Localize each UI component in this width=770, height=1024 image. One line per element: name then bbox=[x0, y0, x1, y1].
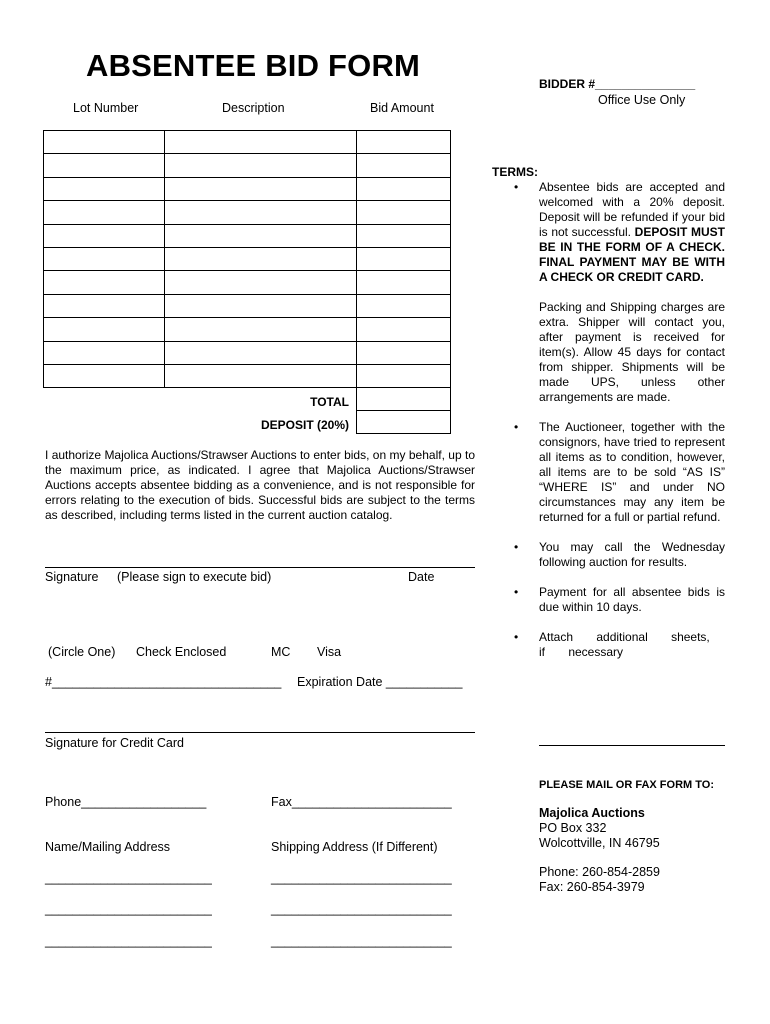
bid-row bbox=[44, 224, 451, 247]
total-label: TOTAL bbox=[310, 395, 349, 409]
lot-number-cell[interactable] bbox=[44, 224, 165, 247]
bullet-icon: • bbox=[514, 630, 519, 644]
terms-list bbox=[514, 180, 725, 660]
lot-number-cell[interactable] bbox=[44, 131, 165, 154]
mail-fax: Fax: 260-854-3979 bbox=[539, 880, 645, 894]
bid-amount-cell[interactable] bbox=[357, 177, 451, 200]
lot-number-header: Lot Number bbox=[73, 101, 139, 115]
mailing-address-label: Name/Mailing Address bbox=[45, 840, 171, 854]
expiration-date-field[interactable]: Expiration Date ___________ bbox=[297, 675, 463, 689]
bid-row bbox=[44, 341, 451, 364]
description-cell[interactable] bbox=[165, 201, 357, 224]
term-item bbox=[514, 585, 725, 615]
shipping-address-line[interactable]: __________________________ bbox=[271, 934, 452, 948]
deposit-label: DEPOSIT (20%) bbox=[260, 418, 349, 432]
lot-number-cell[interactable] bbox=[44, 177, 165, 200]
signature-note: (Please sign to execute bid) bbox=[117, 570, 272, 584]
card-number-field[interactable]: #_________________________________ bbox=[45, 675, 282, 689]
authorization-text: I authorize Majolica Auctions/Strawser Auctions to enter bids, on my behalf, up to the maximum price, as indicated. I agree that Majolica Auctions/Strawser Auctions accepts absentee bidding as a convenience, and is not responsible for errors relating to the execution of bids. Successful bids are subject to the terms as described, including terms listed in the current auction catalog. bbox=[45, 448, 475, 522]
mailing-address-line[interactable]: ________________________ bbox=[45, 902, 212, 916]
bullet-icon: • bbox=[514, 180, 519, 194]
bid-amount-cell[interactable] bbox=[357, 154, 451, 177]
bid-amount-cell[interactable] bbox=[357, 364, 451, 387]
mail-divider bbox=[539, 745, 725, 746]
bid-amount-cell[interactable] bbox=[357, 341, 451, 364]
term-text: Absentee bids are accepted and welcomed with a 20% deposit. Deposit will be refunded if your bid is not successful. bbox=[539, 180, 725, 239]
cc-signature-line[interactable] bbox=[45, 732, 475, 733]
bidder-number-field: BIDDER #_______________ bbox=[539, 77, 696, 91]
deposit-box[interactable] bbox=[356, 410, 451, 434]
bid-row bbox=[44, 364, 451, 387]
bid-row bbox=[44, 318, 451, 341]
packing-text: Packing and Shipping charges are extra. Shipper will contact you, after payment is received for item(s). Allow 45 days for contact from shipper. Shipments will be made UPS, unless other arrangements are made. bbox=[539, 300, 725, 404]
bid-amount-header: Bid Amount bbox=[370, 101, 434, 115]
mail-address bbox=[539, 806, 660, 895]
mail-city: Wolcottville, IN 46795 bbox=[539, 836, 660, 850]
lot-number-cell[interactable] bbox=[44, 154, 165, 177]
term-item bbox=[514, 630, 725, 660]
office-use-only: Office Use Only bbox=[598, 93, 686, 107]
bid-amount-cell[interactable] bbox=[357, 294, 451, 317]
bid-row bbox=[44, 294, 451, 317]
term-text: Payment for all absentee bids is due within 10 days. bbox=[539, 585, 725, 614]
mailing-address-line[interactable]: ________________________ bbox=[45, 871, 212, 885]
phone-field[interactable]: Phone__________________ bbox=[45, 795, 207, 809]
shipping-address-label: Shipping Address (If Different) bbox=[271, 840, 438, 854]
bid-amount-cell[interactable] bbox=[357, 201, 451, 224]
signature-line[interactable] bbox=[45, 567, 475, 568]
bid-row bbox=[44, 177, 451, 200]
bid-amount-cell[interactable] bbox=[357, 131, 451, 154]
total-box[interactable] bbox=[356, 387, 451, 411]
description-cell[interactable] bbox=[165, 341, 357, 364]
description-cell[interactable] bbox=[165, 364, 357, 387]
bid-row bbox=[44, 154, 451, 177]
mail-po-box: PO Box 332 bbox=[539, 821, 607, 835]
bid-amount-cell[interactable] bbox=[357, 271, 451, 294]
visa-option[interactable]: Visa bbox=[317, 645, 342, 659]
fax-field[interactable]: Fax_______________________ bbox=[271, 795, 452, 809]
lot-number-cell[interactable] bbox=[44, 201, 165, 224]
bid-amount-cell[interactable] bbox=[357, 247, 451, 270]
mail-phone: Phone: 260-854-2859 bbox=[539, 865, 660, 879]
cc-signature-label: Signature for Credit Card bbox=[45, 736, 184, 750]
term-item bbox=[514, 540, 725, 570]
bid-row bbox=[44, 271, 451, 294]
description-cell[interactable] bbox=[165, 131, 357, 154]
terms-heading: TERMS: bbox=[492, 165, 538, 179]
date-label: Date bbox=[408, 570, 435, 584]
term-bold-text: DEPOSIT MUST BE IN THE FORM OF A CHECK. FINAL PAYMENT MAY BE WITH A CHECK OR CREDIT CARD. bbox=[539, 225, 725, 284]
lot-number-cell[interactable] bbox=[44, 341, 165, 364]
lot-number-cell[interactable] bbox=[44, 271, 165, 294]
bullet-icon: • bbox=[514, 420, 519, 434]
description-cell[interactable] bbox=[165, 154, 357, 177]
bid-row bbox=[44, 201, 451, 224]
bid-table bbox=[43, 130, 451, 388]
bid-amount-cell[interactable] bbox=[357, 224, 451, 247]
signature-label: Signature bbox=[45, 570, 99, 584]
bullet-icon: • bbox=[514, 540, 519, 554]
description-cell[interactable] bbox=[165, 247, 357, 270]
bid-amount-cell[interactable] bbox=[357, 318, 451, 341]
term-text: Attach additional sheets, if necessary bbox=[539, 630, 710, 659]
circle-one-label: (Circle One) bbox=[48, 645, 116, 659]
mailing-address-line[interactable]: ________________________ bbox=[45, 934, 212, 948]
lot-number-cell[interactable] bbox=[44, 364, 165, 387]
shipping-address-line[interactable]: __________________________ bbox=[271, 871, 452, 885]
bullet-icon: • bbox=[514, 585, 519, 599]
term-text: You may call the Wednesday following auction for results. bbox=[539, 540, 725, 569]
lot-number-cell[interactable] bbox=[44, 294, 165, 317]
mail-name: Majolica Auctions bbox=[539, 806, 645, 820]
description-cell[interactable] bbox=[165, 294, 357, 317]
form-title: ABSENTEE BID FORM bbox=[86, 48, 421, 83]
term-item bbox=[514, 180, 725, 405]
description-cell[interactable] bbox=[165, 224, 357, 247]
check-enclosed-option[interactable]: Check Enclosed bbox=[136, 645, 227, 659]
term-text: The Auctioneer, together with the consignors, have tried to represent all items as to condition, however, all items are to be sold “AS IS” “WHERE IS” and under NO circumstances may any item be returned for a full or partial refund. bbox=[539, 420, 725, 524]
description-cell[interactable] bbox=[165, 318, 357, 341]
bid-row bbox=[44, 131, 451, 154]
term-item bbox=[514, 420, 725, 525]
lot-number-cell[interactable] bbox=[44, 318, 165, 341]
mc-option[interactable]: MC bbox=[271, 645, 291, 659]
shipping-address-line[interactable]: __________________________ bbox=[271, 902, 452, 916]
description-cell[interactable] bbox=[165, 177, 357, 200]
description-header: Description bbox=[222, 101, 285, 115]
mail-heading: PLEASE MAIL OR FAX FORM TO: bbox=[539, 779, 714, 791]
bid-row bbox=[44, 247, 451, 270]
description-cell[interactable] bbox=[165, 271, 357, 294]
lot-number-cell[interactable] bbox=[44, 247, 165, 270]
